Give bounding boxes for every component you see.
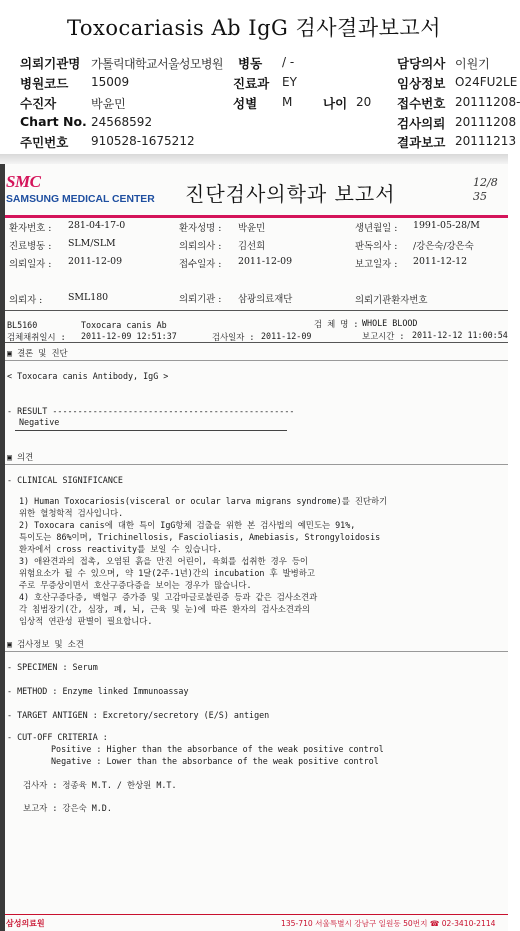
smc-logo-subtitle: SAMSUNG MEDICAL CENTER xyxy=(6,194,155,205)
field-value-request-date: 20111208 xyxy=(455,115,517,129)
smc-logo: SMC xyxy=(6,172,41,191)
collect-time: 2011-12-09 12:51:37 xyxy=(81,331,177,341)
clinical-significance-label: - CLINICAL SIGNIFICANCE xyxy=(7,475,123,485)
dob-label: 생년월일 : xyxy=(355,223,398,234)
ward-label: 진료병동 : xyxy=(9,241,52,252)
clinical-line: 환자에서 cross reactivity를 보일 수 있습니다. xyxy=(19,544,222,554)
scanned-report xyxy=(0,164,508,931)
field-value-receipt-no: 20111208- xyxy=(455,95,520,109)
footer-logo: 삼성의료원 xyxy=(6,919,45,928)
patient-name-label: 환자성명 : xyxy=(179,223,222,234)
test-name: Toxocara canis Ab xyxy=(81,320,167,330)
org: 삼광의료재단 xyxy=(238,294,293,305)
dob: 1991-05-28/M xyxy=(413,220,480,231)
req-date: 2011-12-09 xyxy=(68,256,123,267)
section-heading-info: ▣ 검사정보 및 소견 xyxy=(7,639,84,649)
field-label-clinical-info: 임상정보 xyxy=(397,76,446,91)
divider xyxy=(5,651,508,652)
divider xyxy=(5,310,508,311)
field-value-patient: 박윤민 xyxy=(91,97,126,111)
field-label-age: 나이 xyxy=(323,96,348,111)
patient-name: 박윤민 xyxy=(238,223,266,234)
result-test-line: < Toxocara canis Antibody, IgG > xyxy=(7,371,169,381)
field-label-hospital-code: 병원코드 xyxy=(20,76,69,91)
clinical-line: 임상적 연관성 판별이 필요합니다. xyxy=(19,616,153,626)
org-label: 의뢰기관 : xyxy=(179,294,222,305)
footer-address: 135-710 서울특별시 강남구 일원동 50번지 ☎ 02-3410-2114 xyxy=(281,919,496,928)
field-value-dept: EY xyxy=(282,75,297,89)
field-value-doctor: 이원기 xyxy=(455,57,490,71)
field-label-org: 의뢰기관명 xyxy=(20,56,81,71)
patient-no-label: 환자번호 : xyxy=(9,223,52,234)
doctor-label: 의뢰의사 : xyxy=(179,241,222,252)
clinical-line: 위한 혈청학적 검사입니다. xyxy=(19,508,124,518)
divider xyxy=(5,464,508,465)
requester: SML180 xyxy=(68,292,109,303)
specimen-label: 검 체 명 : xyxy=(314,319,359,329)
negative-criteria-line: Negative : Lower than the absorbance of the weak positive control xyxy=(51,756,379,766)
section-heading-opinion: ▣ 의견 xyxy=(7,452,34,462)
clinical-line: 각 침범장기(간, 심장, 폐, 뇌, 근육 및 눈)에 따른 환자의 검사소견과의 xyxy=(19,604,311,614)
field-value-chart-no: 24568592 xyxy=(91,115,153,129)
positive-criteria-line: Positive : Higher than the absorbance of the weak positive control xyxy=(51,744,384,754)
cutoff-criteria-line: - CUT-OFF CRITERIA : xyxy=(7,732,108,742)
report-title: 진단검사의학과 보고서 xyxy=(185,182,396,206)
req-date-label: 의뢰일자 : xyxy=(9,259,52,270)
result-label: - RESULT ------------------------------------------------ xyxy=(7,406,295,416)
field-label-receipt-no: 접수번호 xyxy=(397,96,446,111)
target-antigen-line: - TARGET ANTIGEN : Excretory/secretory (E/S) antigen xyxy=(7,710,270,720)
section-divider xyxy=(0,154,508,164)
footer-rule xyxy=(5,914,508,915)
field-value-age: 20 xyxy=(356,95,372,109)
header-band xyxy=(5,215,508,218)
field-label-sex: 성별 xyxy=(233,96,258,111)
divider xyxy=(15,430,287,431)
field-label-doctor: 담당의사 xyxy=(397,56,446,71)
clinical-line: 3) 애완견과의 접촉, 오염된 흙을 만진 어린이, 육회를 섭취한 경우 등이 xyxy=(19,556,309,566)
field-value-org: 가톨릭대학교서울성모병원 xyxy=(91,57,223,71)
report-date-label: 보고일자 : xyxy=(355,259,398,270)
clinical-line: 특이도는 86%이며, Trichinellosis, Fascioliasis, Amebiasis, Strongyloidosis xyxy=(19,532,381,542)
ward: SLM/SLM xyxy=(68,238,116,249)
report-date: 2011-12-12 xyxy=(413,256,468,267)
tester-line: 검사자 : 정종육 M.T. / 한상원 M.T. xyxy=(23,780,177,790)
reporter-line: 보고자 : 강은숙 M.D. xyxy=(23,803,112,813)
test-date: 2011-12-09 xyxy=(261,331,312,341)
field-value-sex: M xyxy=(282,95,293,109)
result-value: Negative xyxy=(19,417,60,427)
clinical-line: 4) 호산구증다증, 백혈구 증가증 및 고감마글로불린증 등과 같은 검사소견과 xyxy=(19,592,318,602)
handwritten-note: 12/8 35 xyxy=(473,176,498,203)
report-time: 2011-12-12 11:00:54 xyxy=(412,330,508,340)
clinical-line: 2) Toxocara canis에 대한 특이 IgG항체 검출을 위한 본 검사법의 예민도는 91%, xyxy=(19,520,356,530)
field-value-resident-no: 910528-1675212 xyxy=(91,134,195,148)
recv-date: 2011-12-09 xyxy=(238,256,293,267)
field-label-request-date: 검사의뢰 xyxy=(397,116,446,131)
field-label-patient: 수진자 xyxy=(20,96,57,111)
org-patient-no-label: 의뢰기관환자번호 xyxy=(355,295,428,306)
reader: /강은숙/강은숙 xyxy=(413,241,474,252)
reader-label: 판독의사 : xyxy=(355,241,398,252)
field-label-dept: 진료과 xyxy=(233,76,270,91)
field-label-result-report: 결과보고 xyxy=(397,135,446,150)
test-date-label: 검사일자 : xyxy=(212,332,255,342)
divider xyxy=(5,342,508,343)
collect-label: 검체채취일시 : xyxy=(7,332,66,342)
specimen-name: WHOLE BLOOD xyxy=(362,318,418,328)
field-value-hospital-code: 15009 xyxy=(91,75,130,89)
clinical-line: 1) Human Toxocariosis(visceral or ocular larva migrans syndrome)를 진단하기 xyxy=(19,496,388,506)
clinical-line: 주로 무증상이면서 호산구증다증을 보이는 경우가 많습니다. xyxy=(19,580,252,590)
field-value-result-report: 20111213 xyxy=(455,134,517,148)
divider xyxy=(5,360,508,361)
doctor: 김선희 xyxy=(238,241,266,252)
recv-date-label: 접수일자 : xyxy=(179,259,222,270)
field-label-chart-no: Chart No. xyxy=(20,114,87,129)
method-line: - METHOD : Enzyme linked Immunoassay xyxy=(7,686,189,696)
clinical-line: 위험요소가 될 수 있으며, 약 1달(2주-1년)간의 incubation 후 발병하고 xyxy=(19,568,315,578)
field-label-resident-no: 주민번호 xyxy=(20,135,69,150)
test-code: BL5160 xyxy=(7,320,38,330)
section-heading-result: ▣ 결론 및 진단 xyxy=(7,348,68,358)
requester-label: 의뢰자 : xyxy=(9,295,43,306)
document-title: Toxocariasis Ab IgG 검사결과보고서 xyxy=(67,16,441,40)
field-value-clinical-info: O24FU2LE xyxy=(455,75,518,89)
report-time-label: 보고시간 : xyxy=(362,331,405,341)
field-label-ward: 병동 xyxy=(238,56,263,71)
field-value-ward: / - xyxy=(282,55,295,69)
specimen-line: - SPECIMEN : Serum xyxy=(7,662,98,672)
patient-no: 281-04-17-0 xyxy=(68,220,126,231)
